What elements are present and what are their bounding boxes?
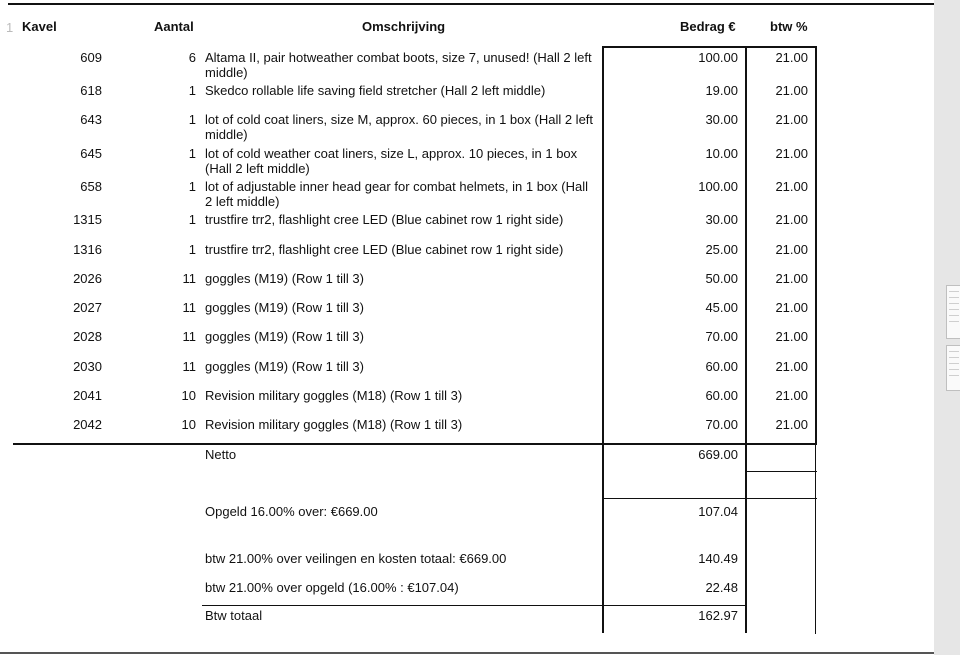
row-vat: 21.00 <box>775 83 808 98</box>
row-description: Revision military goggles (M18) (Row 1 till 3) <box>205 417 463 432</box>
page-bottom-edge <box>0 652 934 654</box>
row-amount: 60.00 <box>705 388 738 403</box>
row-amount: 70.00 <box>705 417 738 432</box>
row-description: lot of adjustable inner head gear for combat helmets, in 1 box (Hall 2 left middle) <box>205 179 588 209</box>
row-amount: 100.00 <box>698 179 738 194</box>
row-vat: 21.00 <box>775 417 808 432</box>
summary-vat-divider <box>745 471 817 472</box>
row-qty: 11 <box>182 271 196 286</box>
row-qty: 1 <box>188 179 196 194</box>
row-lot: 645 <box>80 146 102 161</box>
row-vat: 21.00 <box>775 179 808 194</box>
row-amount: 60.00 <box>705 359 738 374</box>
row-qty: 6 <box>188 50 196 65</box>
header-amount: Bedrag € <box>680 19 736 34</box>
row-amount: 45.00 <box>705 300 738 315</box>
column-divider-description <box>602 47 604 633</box>
netto-value: 669.00 <box>698 447 738 462</box>
row-lot: 2027 <box>73 300 102 315</box>
summary-divider <box>602 498 817 499</box>
btw-total-label: Btw totaal <box>205 608 263 623</box>
row-amount: 30.00 <box>705 112 738 127</box>
header-qty: Aantal <box>154 19 194 34</box>
row-lot: 658 <box>80 179 102 194</box>
row-qty: 1 <box>188 242 196 257</box>
btw-opgeld-value: 22.48 <box>705 580 738 595</box>
row-description: trustfire trr2, flashlight cree LED (Blue cabinet row 1 right side) <box>205 242 564 257</box>
row-lot: 609 <box>80 50 102 65</box>
row-lot: 2028 <box>73 329 102 344</box>
row-amount: 19.00 <box>705 83 738 98</box>
row-amount: 25.00 <box>705 242 738 257</box>
row-description: goggles (M19) (Row 1 till 3) <box>205 329 364 344</box>
column-divider-vat <box>815 47 817 443</box>
row-qty: 1 <box>188 112 196 127</box>
row-description: trustfire trr2, flashlight cree LED (Blue cabinet row 1 right side) <box>205 212 564 227</box>
row-qty: 11 <box>182 359 196 374</box>
table-top-border <box>8 3 934 5</box>
row-description: Skedco rollable life saving field stretcher (Hall 2 left middle) <box>205 83 546 98</box>
row-amount: 70.00 <box>705 329 738 344</box>
row-description: lot of cold coat liners, size M, approx. 60 pieces, in 1 box (Hall 2 left middle) <box>205 112 594 142</box>
row-amount: 10.00 <box>705 146 738 161</box>
row-vat: 21.00 <box>775 146 808 161</box>
header-underline <box>602 46 817 48</box>
row-amount: 50.00 <box>705 271 738 286</box>
row-amount: 100.00 <box>698 50 738 65</box>
row-lot: 1315 <box>73 212 102 227</box>
row-description: Revision military goggles (M18) (Row 1 till 3) <box>205 388 463 403</box>
column-divider-amount <box>745 47 747 633</box>
row-lot: 2026 <box>73 271 102 286</box>
row-qty: 11 <box>182 329 196 344</box>
row-lot: 2041 <box>73 388 102 403</box>
header-vat: btw % <box>770 19 808 34</box>
opgeld-value: 107.04 <box>698 504 738 519</box>
netto-label: Netto <box>205 447 237 462</box>
table-bottom-border <box>13 443 817 445</box>
row-description: goggles (M19) (Row 1 till 3) <box>205 300 364 315</box>
row-lot: 2030 <box>73 359 102 374</box>
row-lot: 2042 <box>73 417 102 432</box>
header-description: Omschrijving <box>362 19 446 34</box>
row-vat: 21.00 <box>775 271 808 286</box>
row-qty: 1 <box>188 212 196 227</box>
row-vat: 21.00 <box>775 359 808 374</box>
row-lot: 1316 <box>73 242 102 257</box>
row-qty: 11 <box>182 300 196 315</box>
row-vat: 21.00 <box>775 388 808 403</box>
row-lot: 618 <box>80 83 102 98</box>
row-amount: 30.00 <box>705 212 738 227</box>
btw-opgeld-label: btw 21.00% over opgeld (16.00% : €107.04) <box>205 580 459 595</box>
row-description: goggles (M19) (Row 1 till 3) <box>205 359 364 374</box>
row-vat: 21.00 <box>775 300 808 315</box>
row-description: lot of cold weather coat liners, size L, approx. 10 pieces, in 1 box (Hall 2 left middle) <box>205 146 578 176</box>
column-divider-vat-summary <box>815 444 816 634</box>
row-vat: 21.00 <box>775 112 808 127</box>
row-description: Altama II, pair hotweather combat boots, size 7, unused! (Hall 2 left middle) <box>205 50 592 80</box>
total-separator <box>202 605 746 606</box>
row-vat: 21.00 <box>775 242 808 257</box>
header-lot: Kavel <box>22 19 57 34</box>
row-vat: 21.00 <box>775 329 808 344</box>
row-qty: 10 <box>181 417 196 432</box>
row-description: goggles (M19) (Row 1 till 3) <box>205 271 364 286</box>
row-vat: 21.00 <box>775 50 808 65</box>
row-qty: 1 <box>188 146 196 161</box>
opgeld-label: Opgeld 16.00% over: €669.00 <box>205 504 378 519</box>
btw-auction-label: btw 21.00% over veilingen en kosten totaal: €669.00 <box>205 551 507 566</box>
row-qty: 10 <box>181 388 196 403</box>
row-qty: 1 <box>188 83 196 98</box>
page-thumbnail[interactable] <box>946 285 960 339</box>
row-vat: 21.00 <box>775 212 808 227</box>
btw-total-value: 162.97 <box>698 608 738 623</box>
row-lot: 643 <box>80 112 102 127</box>
btw-auction-value: 140.49 <box>698 551 738 566</box>
page-number: 1 <box>6 20 14 35</box>
page-thumbnail[interactable] <box>946 345 960 391</box>
